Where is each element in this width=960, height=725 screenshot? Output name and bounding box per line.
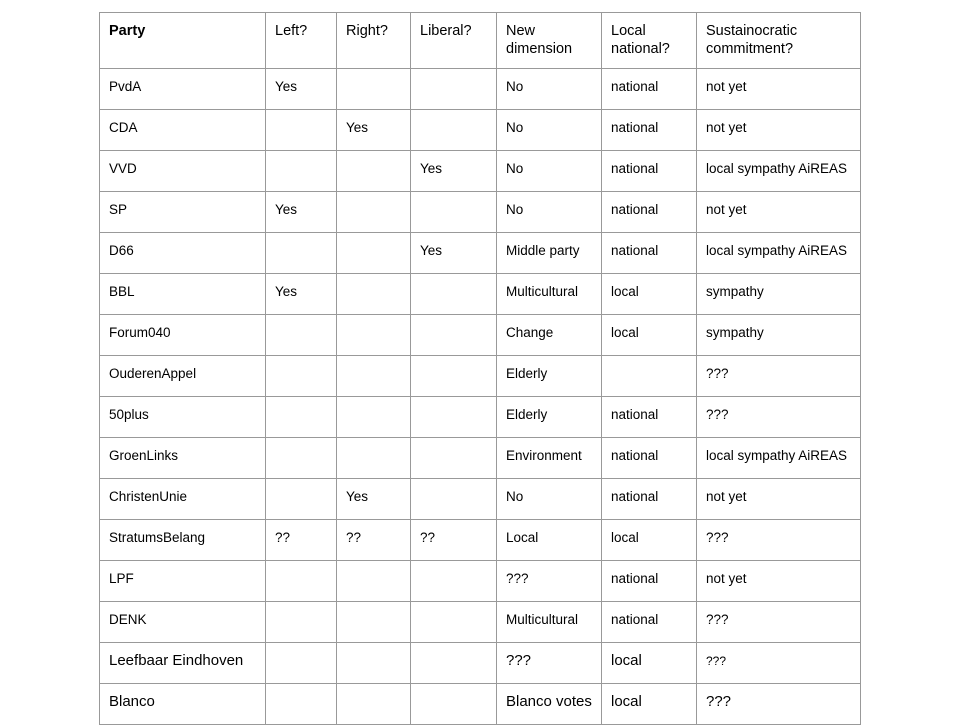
table-row <box>100 192 861 233</box>
left-cell <box>266 438 337 479</box>
dimension-cell: No <box>497 151 602 192</box>
table-row <box>100 315 861 356</box>
left-cell <box>266 602 337 643</box>
local-national-cell: national <box>602 69 697 110</box>
party-cell: BBL <box>100 274 266 315</box>
dimension-cell: No <box>497 69 602 110</box>
left-cell: Yes <box>266 274 337 315</box>
table-row <box>100 356 861 397</box>
dimension-cell: Environment <box>497 438 602 479</box>
dimension-cell: Multicultural <box>497 602 602 643</box>
left-cell <box>266 110 337 151</box>
table-row <box>100 520 861 561</box>
local-national-cell: national <box>602 479 697 520</box>
header-new-dimension: New dimension <box>497 13 602 69</box>
table-row <box>100 479 861 520</box>
right-cell <box>337 274 411 315</box>
commitment-cell: local sympathy AiREAS <box>697 438 861 479</box>
commitment-cell: ??? <box>697 602 861 643</box>
commitment-cell: ??? <box>697 643 861 684</box>
header-party: Party <box>100 13 266 69</box>
right-cell <box>337 684 411 725</box>
local-national-cell: national <box>602 602 697 643</box>
party-cell: DENK <box>100 602 266 643</box>
party-cell: PvdA <box>100 69 266 110</box>
table-row <box>100 561 861 602</box>
dimension-cell: No <box>497 192 602 233</box>
local-national-cell <box>602 356 697 397</box>
local-national-cell: national <box>602 192 697 233</box>
liberal-cell <box>411 274 497 315</box>
left-cell <box>266 561 337 602</box>
dimension-cell: Blanco votes <box>497 684 602 725</box>
table-row <box>100 397 861 438</box>
left-cell <box>266 479 337 520</box>
local-national-cell: local <box>602 643 697 684</box>
right-cell <box>337 315 411 356</box>
left-cell <box>266 643 337 684</box>
dimension-cell: No <box>497 110 602 151</box>
commitment-cell: sympathy <box>697 274 861 315</box>
left-cell <box>266 151 337 192</box>
liberal-cell <box>411 356 497 397</box>
dimension-cell: No <box>497 479 602 520</box>
table-header-row <box>100 13 861 69</box>
right-cell <box>337 192 411 233</box>
party-cell: OuderenAppel <box>100 356 266 397</box>
party-cell: StratumsBelang <box>100 520 266 561</box>
local-national-cell: local <box>602 315 697 356</box>
dimension-cell: Elderly <box>497 356 602 397</box>
right-cell: Yes <box>337 479 411 520</box>
table-row <box>100 151 861 192</box>
commitment-cell: not yet <box>697 69 861 110</box>
right-cell: Yes <box>337 110 411 151</box>
commitment-cell: ??? <box>697 684 861 725</box>
liberal-cell <box>411 69 497 110</box>
right-cell <box>337 397 411 438</box>
right-cell <box>337 233 411 274</box>
right-cell <box>337 69 411 110</box>
commitment-cell: local sympathy AiREAS <box>697 151 861 192</box>
party-cell: CDA <box>100 110 266 151</box>
liberal-cell <box>411 602 497 643</box>
dimension-cell: ??? <box>497 643 602 684</box>
commitment-cell: not yet <box>697 561 861 602</box>
liberal-cell <box>411 561 497 602</box>
party-cell: ChristenUnie <box>100 479 266 520</box>
party-comparison-table <box>99 12 861 725</box>
liberal-cell <box>411 110 497 151</box>
liberal-cell: ?? <box>411 520 497 561</box>
dimension-cell: Elderly <box>497 397 602 438</box>
header-left: Left? <box>266 13 337 69</box>
party-cell: SP <box>100 192 266 233</box>
party-cell: VVD <box>100 151 266 192</box>
left-cell: Yes <box>266 192 337 233</box>
party-cell: Blanco <box>100 684 266 725</box>
table-row <box>100 438 861 479</box>
liberal-cell <box>411 192 497 233</box>
commitment-cell: not yet <box>697 192 861 233</box>
right-cell <box>337 643 411 684</box>
left-cell <box>266 684 337 725</box>
liberal-cell <box>411 684 497 725</box>
left-cell: ?? <box>266 520 337 561</box>
local-national-cell: national <box>602 397 697 438</box>
header-right: Right? <box>337 13 411 69</box>
local-national-cell: local <box>602 274 697 315</box>
table-row <box>100 643 861 684</box>
liberal-cell: Yes <box>411 151 497 192</box>
table-row <box>100 110 861 151</box>
party-cell: Leefbaar Eindhoven <box>100 643 266 684</box>
header-sustainocratic-commitment: Sustainocratic commitment? <box>697 13 861 69</box>
party-cell: D66 <box>100 233 266 274</box>
commitment-cell: sympathy <box>697 315 861 356</box>
dimension-cell: Middle party <box>497 233 602 274</box>
local-national-cell: national <box>602 561 697 602</box>
commitment-cell: ??? <box>697 520 861 561</box>
commitment-cell: local sympathy AiREAS <box>697 233 861 274</box>
party-cell: 50plus <box>100 397 266 438</box>
right-cell <box>337 356 411 397</box>
right-cell <box>337 561 411 602</box>
party-cell: GroenLinks <box>100 438 266 479</box>
left-cell <box>266 397 337 438</box>
local-national-cell: national <box>602 151 697 192</box>
left-cell <box>266 356 337 397</box>
commitment-cell: ??? <box>697 356 861 397</box>
liberal-cell <box>411 643 497 684</box>
local-national-cell: national <box>602 110 697 151</box>
dimension-cell: Local <box>497 520 602 561</box>
left-cell <box>266 315 337 356</box>
liberal-cell <box>411 315 497 356</box>
right-cell <box>337 438 411 479</box>
left-cell <box>266 233 337 274</box>
commitment-cell: not yet <box>697 110 861 151</box>
liberal-cell: Yes <box>411 233 497 274</box>
right-cell: ?? <box>337 520 411 561</box>
table-row <box>100 233 861 274</box>
dimension-cell: Change <box>497 315 602 356</box>
table-row <box>100 602 861 643</box>
liberal-cell <box>411 438 497 479</box>
dimension-cell: Multicultural <box>497 274 602 315</box>
liberal-cell <box>411 479 497 520</box>
table-row <box>100 69 861 110</box>
right-cell <box>337 151 411 192</box>
local-national-cell: national <box>602 233 697 274</box>
local-national-cell: local <box>602 684 697 725</box>
party-cell: Forum040 <box>100 315 266 356</box>
commitment-cell: not yet <box>697 479 861 520</box>
table-row <box>100 274 861 315</box>
table-row <box>100 684 861 725</box>
dimension-cell: ??? <box>497 561 602 602</box>
left-cell: Yes <box>266 69 337 110</box>
liberal-cell <box>411 397 497 438</box>
right-cell <box>337 602 411 643</box>
header-liberal: Liberal? <box>411 13 497 69</box>
party-cell: LPF <box>100 561 266 602</box>
local-national-cell: local <box>602 520 697 561</box>
local-national-cell: national <box>602 438 697 479</box>
commitment-cell: ??? <box>697 397 861 438</box>
header-local-national: Local national? <box>602 13 697 69</box>
